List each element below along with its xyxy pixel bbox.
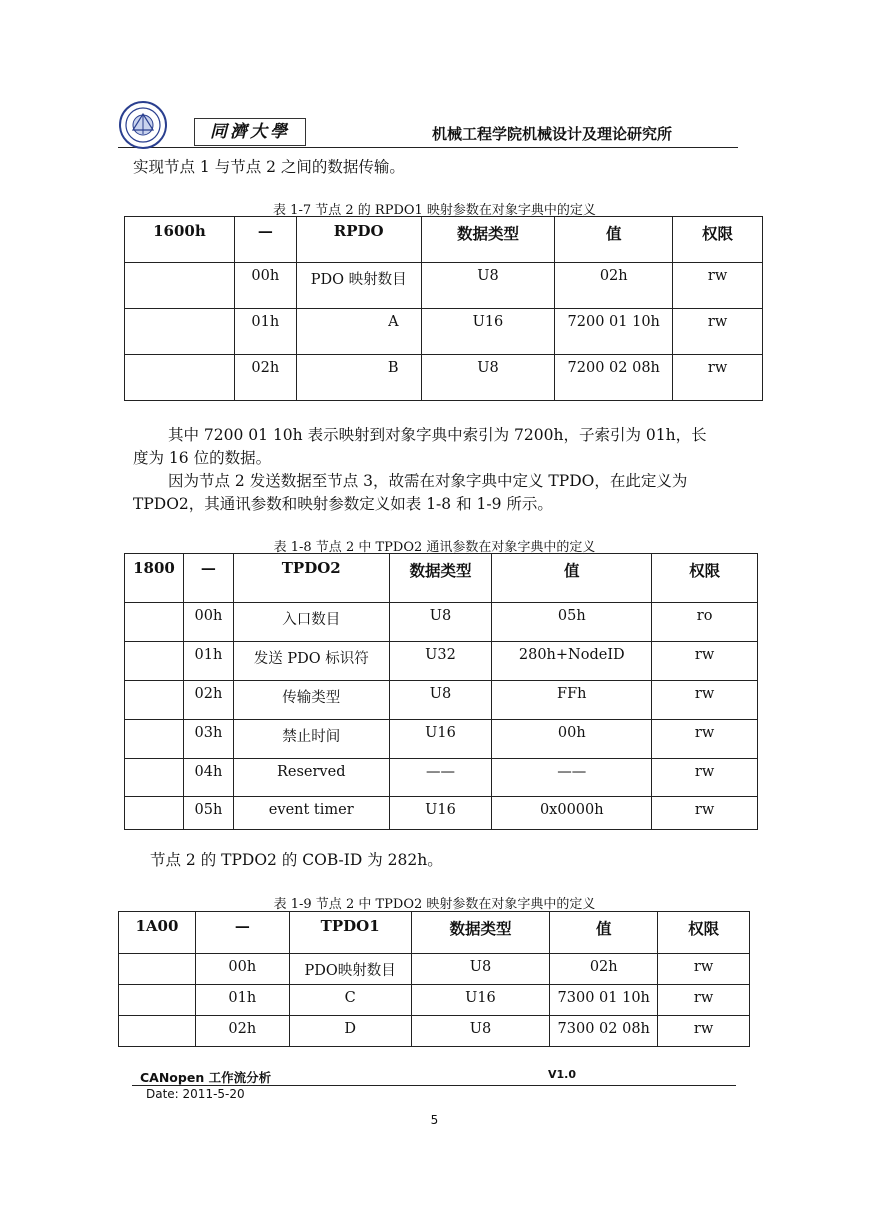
table-cell [119, 1016, 196, 1047]
header-cell: RPDO [296, 217, 421, 263]
table-cell [119, 985, 196, 1016]
table-cell: 01h [234, 309, 296, 355]
table-cell: 02h [234, 355, 296, 401]
table-cell: 发送 PDO 标识符 [233, 642, 389, 681]
header-cell: — [195, 912, 289, 954]
table-cell [125, 642, 184, 681]
table-cell: rw [658, 985, 750, 1016]
table-cell: 传输类型 [233, 681, 389, 720]
institute-name: 机械工程学院机械设计及理论研究所 [431, 125, 672, 143]
table-cell: U8 [421, 355, 555, 401]
table-cell: —— [492, 759, 652, 797]
table-cell: 00h [195, 954, 289, 985]
table-cell: 02h [555, 263, 673, 309]
table-cell: 03h [183, 720, 233, 759]
header-cell: 权限 [673, 217, 763, 263]
table-cell: 02h [195, 1016, 289, 1047]
table-cell: 02h [183, 681, 233, 720]
table-cell: —— [389, 759, 492, 797]
header-cell: 数据类型 [411, 912, 550, 954]
paragraph-cob-id: 节点 2 的 TPDO2 的 COB-ID 为 282h。 [150, 851, 443, 869]
header-cell: 值 [492, 554, 652, 603]
table-rpdo1-mapping [124, 216, 763, 401]
table-cell: U8 [421, 263, 555, 309]
table-cell: 01h [195, 985, 289, 1016]
table-cell: rw [652, 759, 758, 797]
table-cell: 01h [183, 642, 233, 681]
table-cell [125, 309, 235, 355]
paragraph-tpdo-line1: 因为节点 2 发送数据至节点 3，故需在对象字典中定义 TPDO，在此定义为 [168, 472, 688, 490]
table-cell: rw [652, 642, 758, 681]
header-cell: 1A00 [119, 912, 196, 954]
header-cell: — [234, 217, 296, 263]
page-number: 5 [430, 1113, 439, 1127]
paragraph-mapping-line1: 其中 7200 01 10h 表示映射到对象字典中索引为 7200h，子索引为 01h，长 [168, 426, 707, 444]
footer-version: V1.0 [548, 1068, 576, 1081]
header-cell: 数据类型 [389, 554, 492, 603]
table-row [125, 309, 763, 355]
table-tpdo2-communication [124, 553, 758, 830]
table-cell: U16 [421, 309, 555, 355]
table-row [119, 1016, 750, 1047]
table-header-row [119, 912, 750, 954]
header-cell: 权限 [658, 912, 750, 954]
footer-title: CANopen 工作流分析 [140, 1070, 272, 1085]
table-row [125, 642, 758, 681]
table-cell: D [289, 1016, 411, 1047]
paragraph-intro: 实现节点 1 与节点 2 之间的数据传输。 [133, 158, 405, 176]
table-cell: 7200 02 08h [555, 355, 673, 401]
table-cell: rw [673, 309, 763, 355]
table-cell: 280h+NodeID [492, 642, 652, 681]
table-tpdo2-mapping [118, 911, 750, 1047]
footer-date: Date: 2011-5-20 [146, 1087, 245, 1101]
header-cell: 数据类型 [421, 217, 555, 263]
table-cell: PDO映射数目 [289, 954, 411, 985]
table-cell [125, 603, 184, 642]
table-cell: rw [658, 954, 750, 985]
table-header-row [125, 217, 763, 263]
table-caption-1-8: 表 1-8 节点 2 中 TPDO2 通讯参数在对象字典中的定义 [273, 540, 596, 555]
table-cell: 00h [492, 720, 652, 759]
table-cell: event timer [233, 797, 389, 830]
paragraph-tpdo-line2: TPDO2，其通讯参数和映射参数定义如表 1-8 和 1-9 所示。 [133, 495, 553, 513]
table-cell: U8 [389, 603, 492, 642]
table-cell: 禁止时间 [233, 720, 389, 759]
table-caption-1-9: 表 1-9 节点 2 中 TPDO2 映射参数在对象字典中的定义 [273, 897, 596, 912]
table-cell [125, 681, 184, 720]
table-row [125, 720, 758, 759]
table-cell: Reserved [233, 759, 389, 797]
header-cell: 值 [555, 217, 673, 263]
table-cell: FFh [492, 681, 652, 720]
table-header-row [125, 554, 758, 603]
table-cell [125, 355, 235, 401]
table-row [119, 954, 750, 985]
header-cell: 权限 [652, 554, 758, 603]
table-cell: rw [652, 720, 758, 759]
university-name: 同濟大學 [194, 118, 306, 146]
table-cell [125, 720, 184, 759]
table-cell: 04h [183, 759, 233, 797]
table-row [119, 985, 750, 1016]
table-cell: 7300 02 08h [550, 1016, 658, 1047]
table-cell: C [289, 985, 411, 1016]
table-cell: ro [652, 603, 758, 642]
page-header [118, 98, 738, 148]
table-cell: 0x0000h [492, 797, 652, 830]
table-row [125, 759, 758, 797]
table-cell [119, 954, 196, 985]
table-cell: 7200 01 10h [555, 309, 673, 355]
table-cell: 7300 01 10h [550, 985, 658, 1016]
table-cell: 入口数目 [233, 603, 389, 642]
table-cell: rw [652, 681, 758, 720]
header-cell: 值 [550, 912, 658, 954]
table-cell: 05h [492, 603, 652, 642]
table-caption-1-7: 表 1-7 节点 2 的 RPDO1 映射参数在对象字典中的定义 [273, 203, 596, 218]
header-cell: TPDO2 [233, 554, 389, 603]
table-cell: U16 [411, 985, 550, 1016]
table-cell: U8 [389, 681, 492, 720]
table-cell: U16 [389, 797, 492, 830]
table-row [125, 355, 763, 401]
table-cell: rw [652, 797, 758, 830]
header-cell: 1800 [125, 554, 184, 603]
table-cell: U16 [389, 720, 492, 759]
table-row [125, 797, 758, 830]
paragraph-mapping-line2: 度为 16 位的数据。 [133, 449, 272, 467]
table-cell: B [296, 355, 421, 401]
university-seal-logo [118, 100, 168, 150]
header-cell: 1600h [125, 217, 235, 263]
table-cell: 02h [550, 954, 658, 985]
table-cell: 00h [234, 263, 296, 309]
table-cell: PDO 映射数目 [296, 263, 421, 309]
footer-divider [132, 1085, 736, 1086]
table-row [125, 603, 758, 642]
table-cell [125, 759, 184, 797]
header-cell: — [183, 554, 233, 603]
header-cell: TPDO1 [289, 912, 411, 954]
table-cell [125, 797, 184, 830]
table-cell: rw [673, 263, 763, 309]
table-row [125, 263, 763, 309]
table-cell: U32 [389, 642, 492, 681]
table-row [125, 681, 758, 720]
table-cell: rw [673, 355, 763, 401]
table-cell: 00h [183, 603, 233, 642]
table-cell: U8 [411, 954, 550, 985]
table-cell: U8 [411, 1016, 550, 1047]
table-cell: rw [658, 1016, 750, 1047]
table-cell [125, 263, 235, 309]
table-cell: 05h [183, 797, 233, 830]
table-cell: A [296, 309, 421, 355]
